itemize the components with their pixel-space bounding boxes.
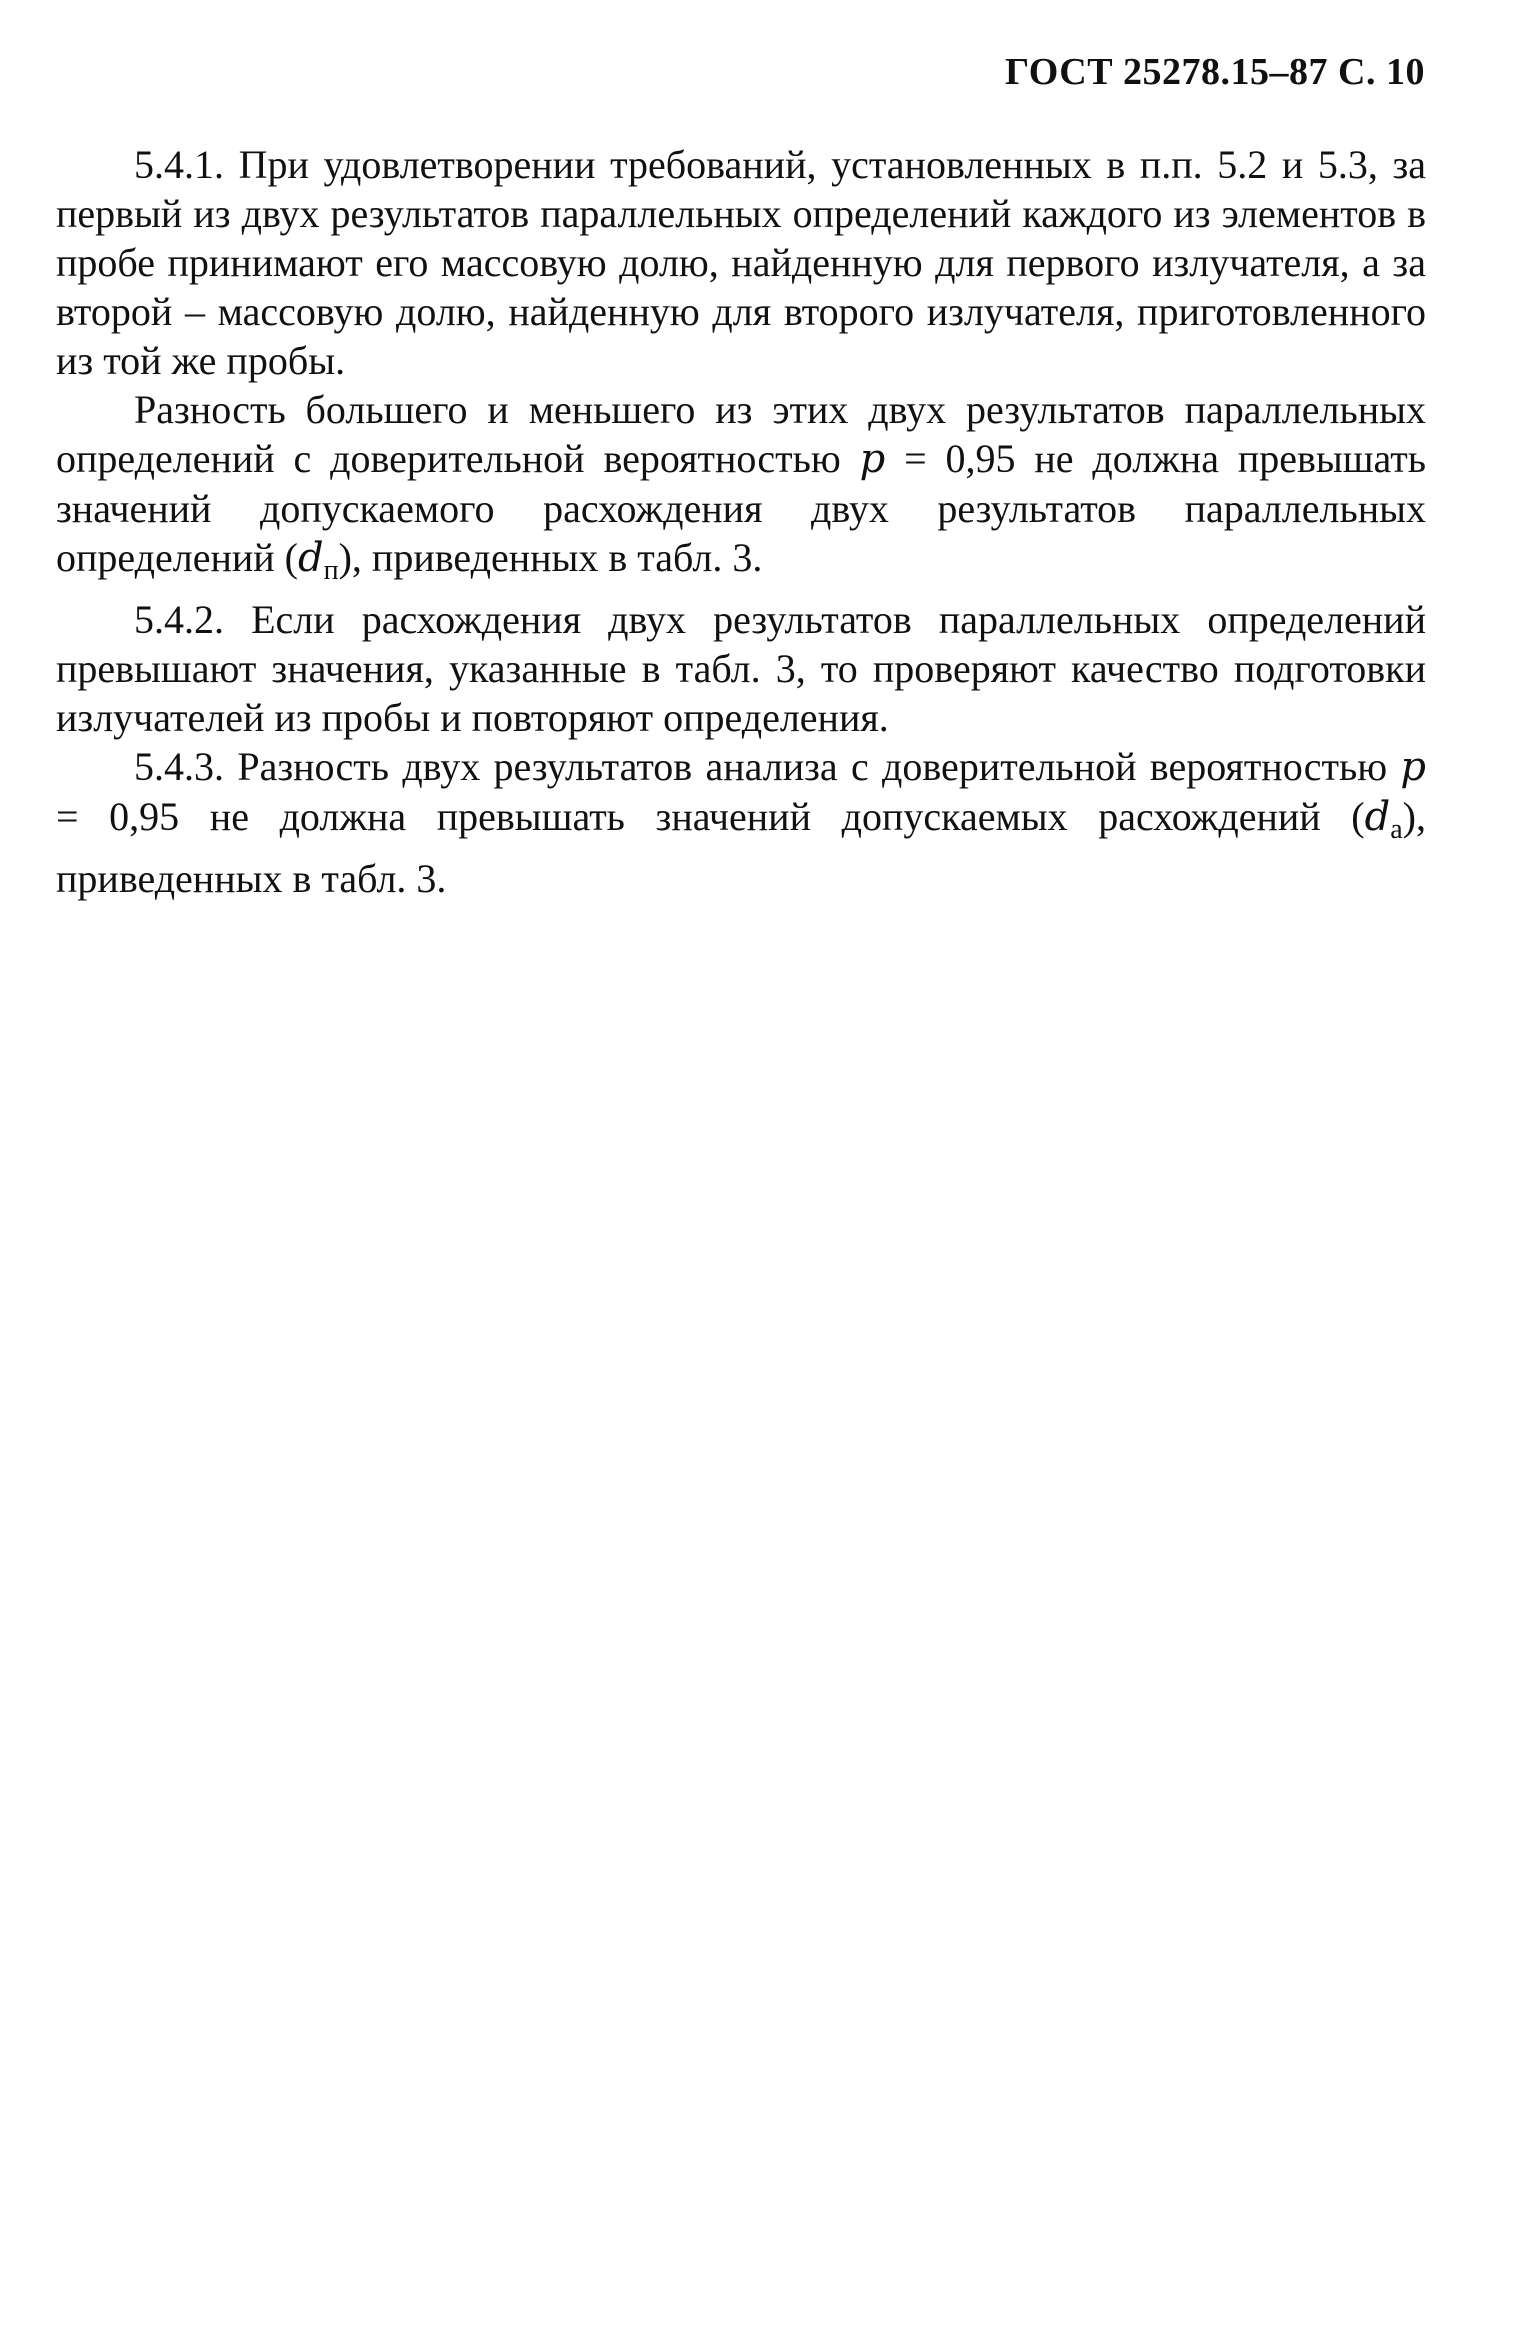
- paragraph-5-4-2: 5.4.2. Если расхождения двух результатов параллельных определений превышают значения, указанные в табл. 3, то проверяют качество подготовки излучателей из пробы и повторяют определения.: [56, 597, 1426, 740]
- paragraph-5-4-1: 5.4.1. При удовлетворении требований, установленных в п.п. 5.2 и 5.3, за первый из двух результатов параллельных определений каждого из элементов в пробе принимают его массовую долю, найденную для первого излучателя, а за второй – массовую долю, найденную для второго излучателя, приготовленного из той же пробы.: [56, 142, 1426, 383]
- symbol-d: d: [298, 535, 324, 581]
- variable-p-2: p: [1400, 744, 1426, 790]
- paragraph-5-4-3-text-mid: = 0,95 не должна превышать значений допускаемых расхождений (: [56, 794, 1365, 839]
- paragraph-difference-text-mid: = 0,95 не должна превышать значений допускаемого расхождения двух результатов параллельных определений (: [56, 436, 1426, 580]
- paragraph-difference-text-start: Разность большего и меньшего из этих двух результатов параллельных определений с доверительной вероятностью: [56, 387, 1426, 481]
- page-header: ГОСТ 25278.15–87 С. 10: [1005, 51, 1425, 93]
- subscript-p: п: [323, 555, 339, 586]
- paragraph-5-4-3: [56, 742, 1426, 903]
- paragraph-5-4-3-text-start: 5.4.3. Разность двух результатов анализа с доверительной вероятностью: [134, 744, 1401, 789]
- paragraph-5-4-3-text-end: ), приведенных в табл. 3.: [56, 794, 1426, 901]
- paragraph-difference-text-end: ), приведенных в табл. 3.: [338, 535, 763, 580]
- document-body: [56, 140, 1426, 903]
- paragraph-difference: [56, 385, 1426, 595]
- subscript-a: а: [1390, 814, 1403, 845]
- variable-p: p: [859, 436, 886, 482]
- symbol-d-2: d: [1364, 794, 1391, 840]
